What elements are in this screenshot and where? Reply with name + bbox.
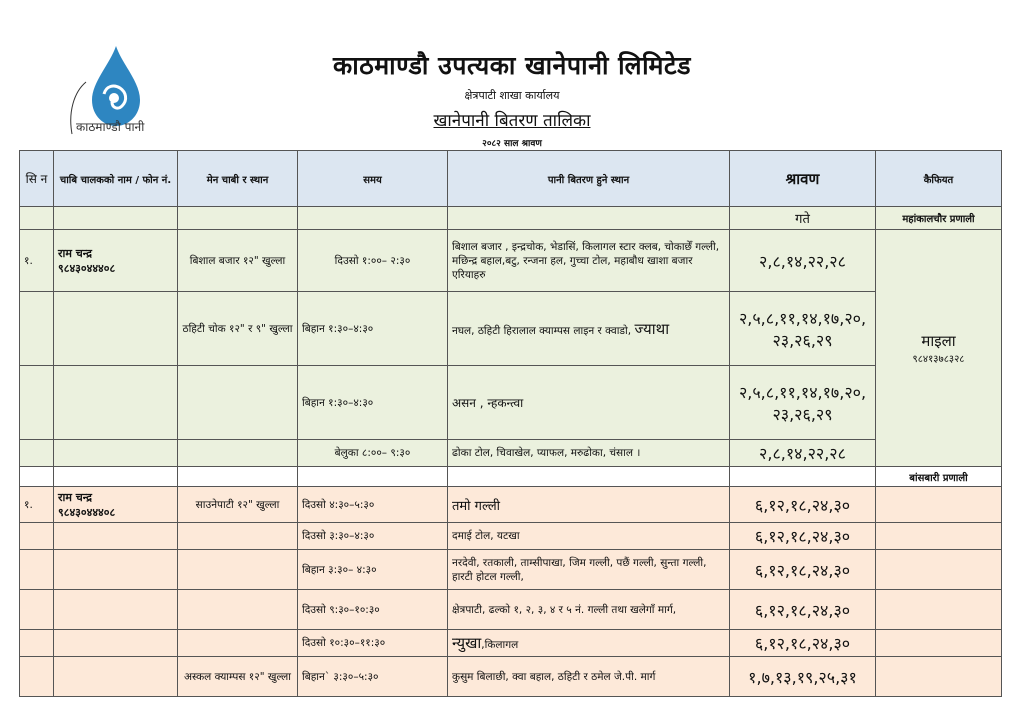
system-name: महांकालचौर प्रणाली — [876, 207, 1002, 230]
time-cell: दिउसो ४:३०–५:३० — [298, 487, 448, 523]
time-cell: बिहान १:३०–४:३० — [298, 292, 448, 366]
dates-cell: ६,१२,१८,२४,३० — [730, 590, 876, 630]
time-cell: दिउसो ९:३०–१०:३० — [298, 590, 448, 630]
remarks-cell — [876, 230, 1002, 467]
table-row: १. राम चन्द्र ९८४३०४४४०८ साउनेपाटी १२" खुल्ला दिउसो ४:३०–५:३० तमो गल्ली ६,१२,१८,२४,३० — [20, 487, 1002, 523]
dates-cell: १,७,१३,१९,२५,३१ — [730, 657, 876, 697]
area-cell: दमाई टोल, यटखा — [448, 523, 730, 550]
area-cell: बिशाल बजार , इन्द्रचोक, भेडासिं, किलागल स्टार क्लब, चोकाछेँ गल्ली, मछिन्द्र बहाल,बटु, रन्जना हल, गुच्चा टोल, महाबौध खाशा बजार एरियाहरु — [448, 230, 730, 292]
main-valve: अस्कल क्याम्पस १२" खुल्ला — [178, 657, 298, 697]
table-row — [20, 590, 1002, 630]
area-cell: नरदेवी, रतकाली, ताम्सीपाखा, जिम गल्ली, पछैं गल्ली, सुन्ता गल्ली, हारटी होटल गल्ली, — [448, 550, 730, 590]
organization-name: काठमाण्डौ उपत्यका खानेपानी लिमिटेड — [333, 51, 691, 80]
table-row — [20, 366, 1002, 440]
table-row — [20, 292, 1002, 366]
main-valve: साउनेपाटी १२" खुल्ला — [178, 487, 298, 523]
office-name: क्षेत्रपाटी शाखा कार्यालय — [464, 89, 560, 102]
main-valve: ठहिटी चोक १२" र ९" खुल्ला — [178, 292, 298, 366]
dates-cell: ६,१२,१८,२४,३० — [730, 487, 876, 523]
main-valve: बिशाल बजार १२" खुल्ला — [178, 230, 298, 292]
dates-cell: २,८,१४,२२,२८ — [730, 440, 876, 467]
table-row: १. राम चन्द्र ९८४३०४४४०८ बिशाल बजार १२" खुल्ला दिउसो १:००– २:३० बिशाल बजार , इन्द्रचोक, भेडासिं, किलागल स्टार क्लब, चोकाछेँ गल्ली, मछिन्द्र बहाल,बटु, रन्जना हल, गुच्चा टोल, महाबौध खाशा बजार एरियाहरु २,८,१४,२२,२८ माइला ९८४१३७८३२८ — [20, 230, 1002, 292]
dates-cell: २,८,१४,२२,२८ — [730, 230, 876, 292]
time-cell: बिहान १:३०–४:३० — [298, 366, 448, 440]
table-row — [20, 440, 1002, 467]
dates-cell: २,५,८,११,१४,१७,२०, २३,२६,२९ — [730, 366, 876, 440]
remark-phone: ९८४१३७८३२८ — [912, 354, 965, 365]
dates-cell: ६,१२,१८,२४,३० — [730, 523, 876, 550]
area-cell: तमो गल्ली — [448, 487, 730, 523]
area-cell: ढोका टोल, चिवाखेल, प्याफल, मरुढोका, चंसाल । — [448, 440, 730, 467]
time-cell: दिउसो १:००– २:३० — [298, 230, 448, 292]
time-cell: बिहान` ३:३०–५:३० — [298, 657, 448, 697]
schedule-title: खानेपानी बितरण तालिका — [433, 111, 591, 131]
operator-phone: ९८४३०४४४०८ — [58, 261, 116, 275]
area-cell: कुसुम बिलाछी, क्वा बहाल, ठहिटी र ठमेल जे.पी. मार्ग — [448, 657, 730, 697]
table-row — [20, 523, 1002, 550]
header-remarks: कैफियत — [876, 151, 1002, 207]
operator-phone: ९८४३०४४४०८ — [58, 505, 116, 519]
header-month: श्रावण — [730, 151, 876, 207]
area-cell: असन , न्हकन्त्वा — [448, 366, 730, 440]
header-main-valve: मेन चाबी र स्थान — [178, 151, 298, 207]
dates-cell: ६,१२,१८,२४,३० — [730, 550, 876, 590]
header-sn: सि न — [20, 151, 54, 207]
system-name: बांसबारी प्रणाली — [876, 467, 1002, 487]
area-cell: क्षेत्रपाटी, ढल्को १, २, ३, ४ र ५ नं. गल्ली तथा खलेगाँ मार्ग, — [448, 590, 730, 630]
table-row — [20, 630, 1002, 657]
operator-name: राम चन्द्र — [58, 246, 92, 260]
operator-name: राम चन्द्र — [58, 490, 92, 504]
area-cell: नघल, ठहिटी हिरालाल क्याम्पस लाइन र क्वाडो, ज्याथा — [448, 292, 730, 366]
logo-text: काठमाण्डौ पानी — [76, 120, 145, 134]
table-row — [20, 550, 1002, 590]
time-cell: बेलुका ८:००– ९:३० — [298, 440, 448, 467]
header-area: पानी बितरण हुने स्थान — [448, 151, 730, 207]
header-operator: चाबि चालकको नाम / फोन नं. — [54, 151, 178, 207]
header-time: समय — [298, 151, 448, 207]
table-row — [20, 657, 1002, 697]
time-cell: बिहान ३:३०– ४:३० — [298, 550, 448, 590]
remark-name: माइला — [921, 332, 956, 350]
time-cell: दिउसो ३:३०–४:३० — [298, 523, 448, 550]
dates-cell: ६,१२,१८,२४,३० — [730, 630, 876, 657]
year-month: २०८२ साल श्रावण — [482, 139, 542, 149]
distribution-table — [19, 150, 1002, 697]
area-cell: न्युखा,किलागल — [448, 630, 730, 657]
time-cell: दिउसो १०:३०–११:३० — [298, 630, 448, 657]
dates-cell: २,५,८,११,१४,१७,२०, २३,२६,२९ — [730, 292, 876, 366]
dates-label: गते — [730, 207, 876, 230]
